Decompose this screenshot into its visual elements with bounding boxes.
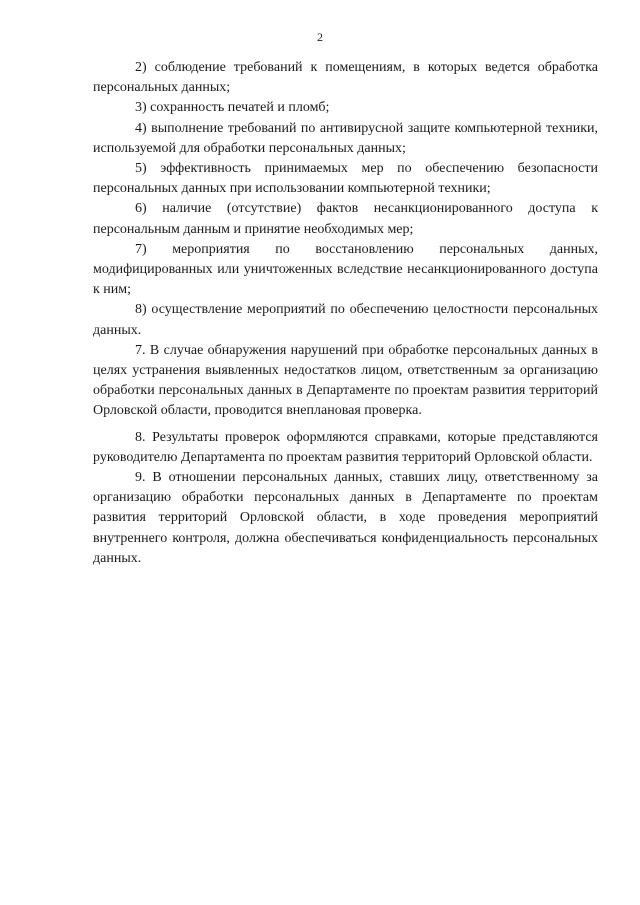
paragraph-item-7: 7) мероприятия по восстановлению персональных данных, модифицированных или уничтоженных вследствие несанкционированного доступа к ним; [93,241,598,298]
paragraph-item-8: 8) осуществление мероприятий по обеспечению целостности персональных данных. [93,302,598,338]
paragraph-clause-8: 8. Результаты проверок оформляются справками, которые представляются руководителю Департамента по проектам развития территорий Орловской области. [93,429,598,465]
paragraph-clause-7: 7. В случае обнаружения нарушений при обработке персональных данных в целях устранения выявленных недостатков лицом, ответственным за организацию обработки персональных данных в Департаменте по проектам развития территорий Орловской области, проводится внеплановая проверка. [93,342,598,419]
paragraph-item-4: 4) выполнение требований по антивирусной защите компьютерной техники, используемой для обработки персональных данных; [93,120,598,156]
paragraph-clause-9: 9. В отношении персональных данных, ставших лицу, ответственному за организацию обработки персональных данных в Департаменте по проектам развития территорий Орловской области, в ходе проведения мероприятий внутреннего контроля, должна обеспечиваться конфиденциальность персональных данных. [93,470,598,566]
paragraph-item-2: 2) соблюдение требований к помещениям, в которых ведется обработка персональных данных; [93,60,598,96]
page-number: 2 [317,30,323,44]
document-body [93,58,598,569]
paragraph-item-6: 6) наличие (отсутствие) фактов несанкционированного доступа к персональным данным и принятие необходимых мер; [93,201,598,237]
paragraph-item-5: 5) эффективность принимаемых мер по обеспечению безопасности персональных данных при использовании компьютерной техники; [93,161,598,197]
paragraph-item-3: 3) сохранность печатей и пломб; [135,100,330,116]
